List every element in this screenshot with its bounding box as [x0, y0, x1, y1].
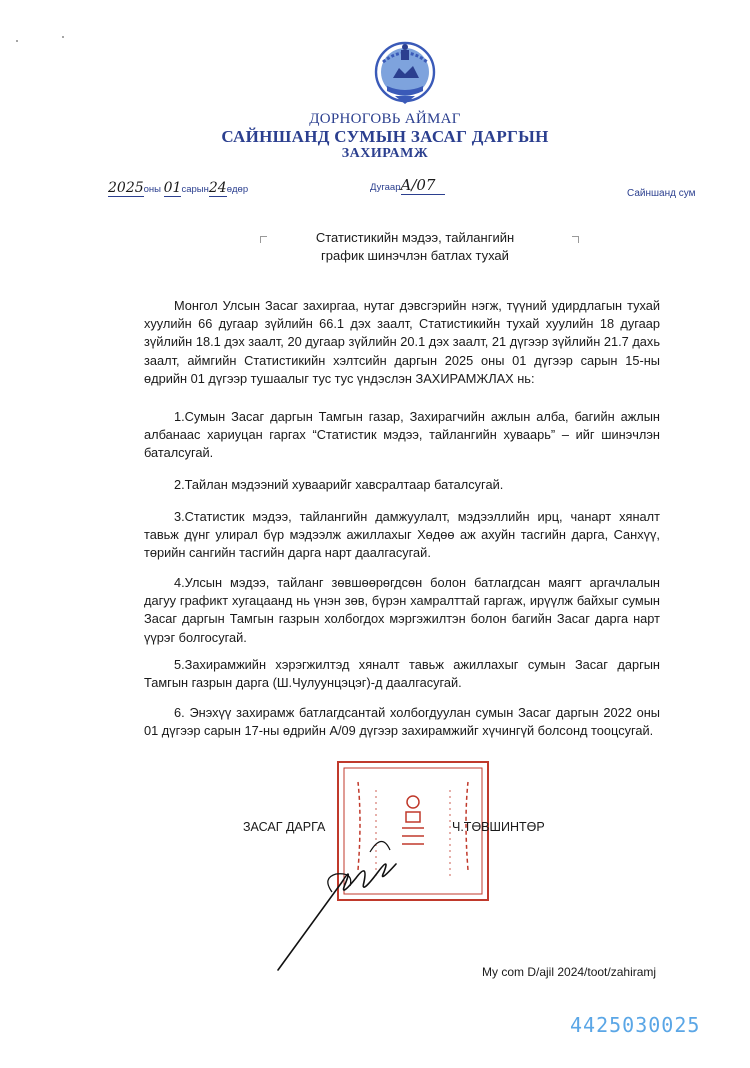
preamble-text: Монгол Улсын Засаг захиргаа, нутаг дэвсгэрийн нэгж, түүний удирдлагын тухай хуулийн 66 дугаар зүйлийн 66.1 дэх заалт, Статистикийн тухай хуулийн 18 дугаар зүйлийн 18.1 дэх заалт, 20 дугаар зүйлийн 20.1 дэх заалт, 21 дүгээр зүйлийн 21.7 дахь заалт, аймгийн Статистикийн хэлтсийн даргын 2025 оны 01 дүгээр сарын 15-ны өдрийн 01 дүгээр тушаалыг тус тус үндэслэн ЗАХИРАМЖЛАХ нь: [144, 298, 660, 386]
date-line [108, 180, 248, 197]
document-serial-number: 4425030025 [570, 1013, 701, 1037]
preamble-paragraph [144, 297, 660, 388]
item-6-paragraph [144, 704, 660, 740]
item-4-paragraph [144, 574, 660, 647]
place-name: Сайншанд сум [627, 188, 696, 199]
date-month-suffix: сарын [181, 184, 209, 195]
date-day-suffix: өдөр [226, 184, 249, 195]
document-subject [240, 229, 590, 265]
state-emblem-icon [373, 38, 437, 108]
item-1-paragraph [144, 408, 660, 463]
file-path: My com D/ajil 2024/toot/zahiramj [482, 965, 657, 979]
organization-name: САЙНШАНД СУМЫН ЗАСАГ ДАРГЫН [221, 127, 549, 146]
item-3-text: 3.Статистик мэдээ, тайлангийн дамжуулалт, мэдээллийн ирц, чанарт хяналт тавьж дүнг улирал бүр мэдээлж ажиллахыг Хөдөө аж ахуйн тасгийн дарга, Санхүү, төрийн сангийн тасгийн дарга нарт даалгасугай. [144, 509, 660, 561]
aimag-name: ДОРНОГОВЬ АЙМАГ [309, 111, 461, 127]
signatory-title: ЗАСАГ ДАРГА [243, 820, 326, 834]
document-number: A/07 [401, 176, 445, 195]
item-5-text: 5.Захирамжийн хэрэгжилтэд хяналт тавьж ажиллахыг сумын Засаг даргын Тамгын газрын дарга (Ш.Чулуунцэцэг)-д даалгасугай. [144, 657, 660, 691]
item-6-text: 6. Энэхүү захирамж батлагдсантай холбогдуулан сумын Засаг даргын 2022 оны 01 дүгээр сарын 17-ны өдрийн А/09 дүгээр захирамжийг хүчингүй болсонд тооцсугай. [144, 705, 660, 739]
scan-speck [62, 36, 64, 38]
subject-line-1: Статистикийн мэдээ, тайлангийн [315, 230, 515, 245]
handwritten-signature [272, 822, 412, 972]
item-2-text: 2.Тайлан мэдээний хуваарийг хавсралтаар баталсугай. [174, 477, 504, 492]
signatory-name: Ч.ТӨВШИНТӨР [452, 820, 545, 834]
subject-line-2: график шинэчлэн батлах тухай [321, 248, 509, 263]
item-2-paragraph [144, 476, 660, 494]
date-month: 01 [163, 180, 182, 196]
scan-speck [16, 40, 18, 42]
date-year: 2025 [108, 180, 144, 196]
item-4-text: 4.Улсын мэдээ, тайланг зөвшөөрөгдсөн болон батлагдсан маягт аргачлалын дагуу графикт хугацаанд нь үнэн зөв, бүрэн хамралттай гаргаж, ирүүлж байхыг сумын Засаг даргын Тамгын газрын холбогдох мэргэжилтэн болон багийн Засаг дарга нарт үүрэг болгосугай. [144, 575, 660, 645]
date-year-suffix: оны [143, 184, 161, 195]
item-5-paragraph [144, 656, 660, 692]
document-type: ЗАХИРАМЖ [341, 146, 429, 161]
document-number-line [370, 176, 445, 195]
item-3-paragraph [144, 508, 660, 563]
number-label: Дугаар [370, 182, 401, 193]
date-day: 24 [208, 180, 227, 196]
item-1-text: 1.Сумын Засаг даргын Тамгын газар, Захирагчийн ажлын алба, багийн ажлын албанаас хариуцан гаргах “Статистик мэдээ, тайлангийн хуваарь” – ийг шинэчлэн баталсугай. [144, 409, 660, 461]
